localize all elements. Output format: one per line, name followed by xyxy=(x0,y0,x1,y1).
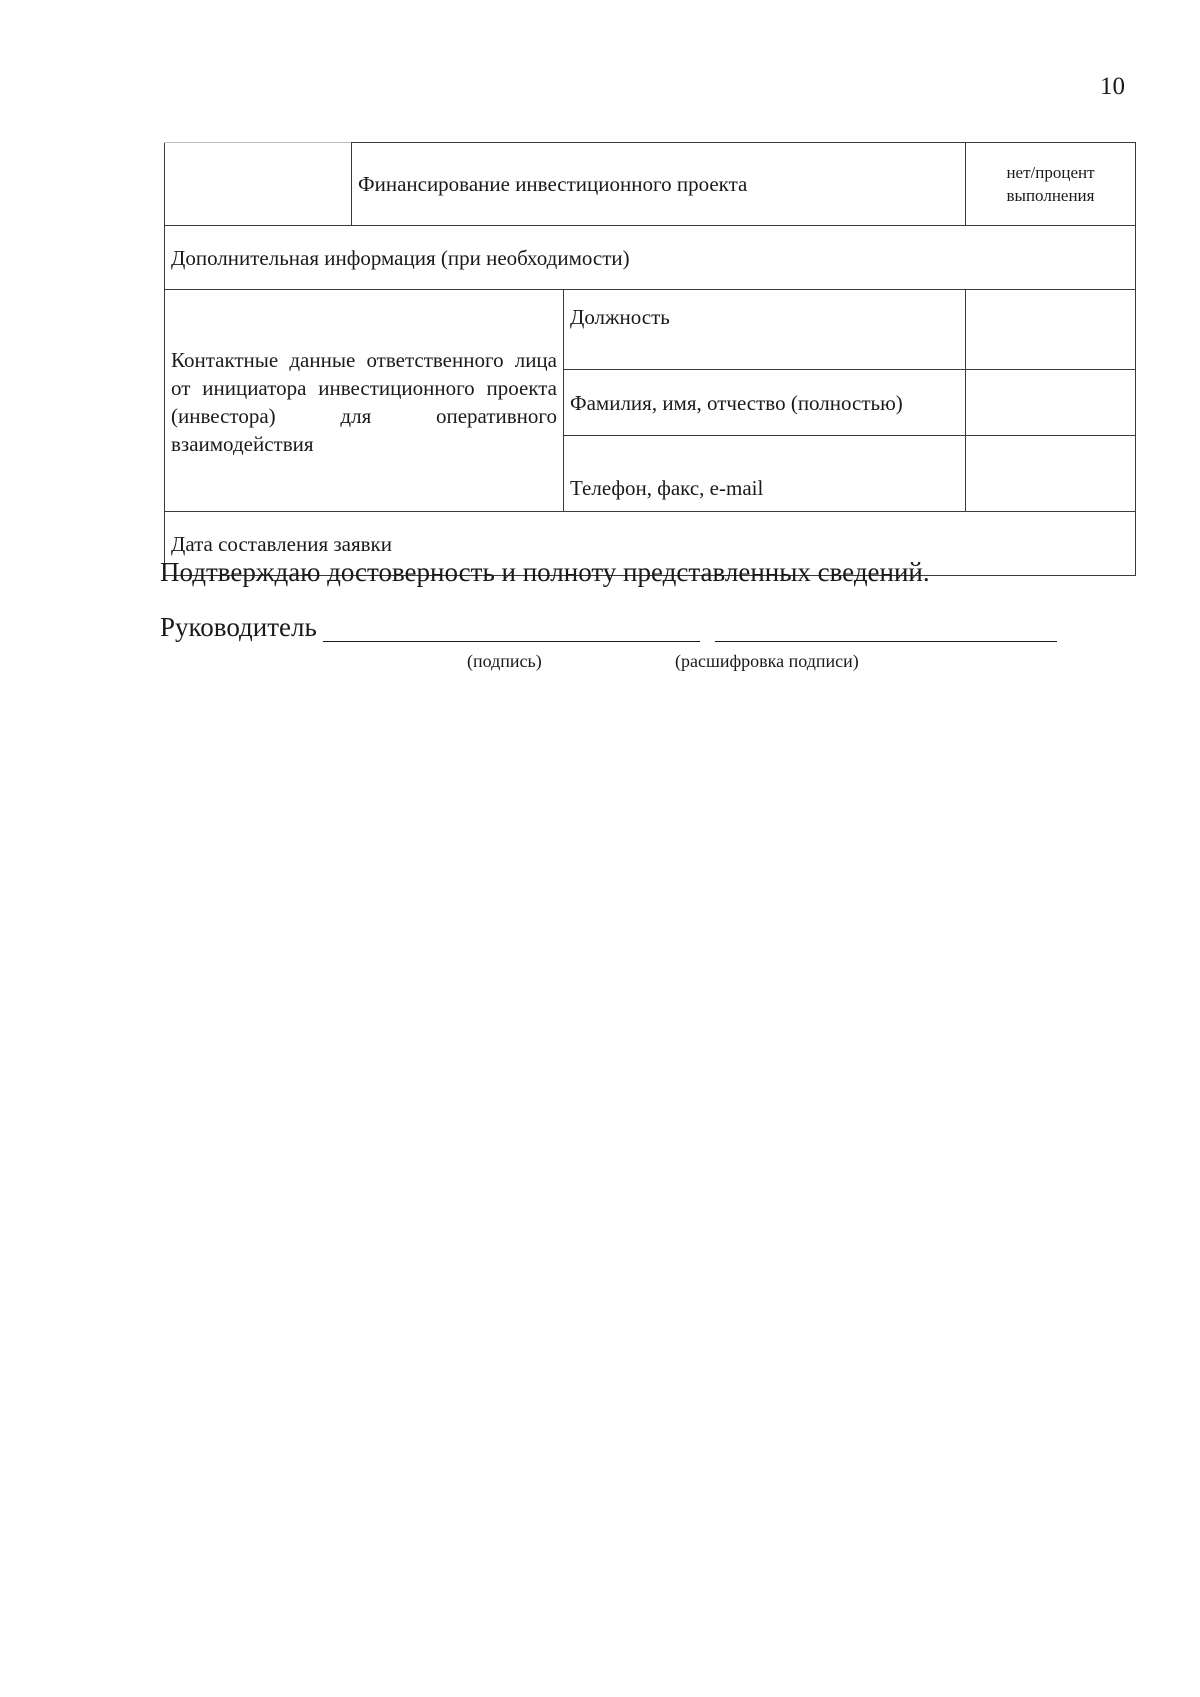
additional-info-label: Дополнительная информация (при необходимости) xyxy=(165,226,1136,290)
date-label: Дата составления заявки xyxy=(165,512,1136,576)
signature-line[interactable] xyxy=(323,641,700,642)
empty-cell xyxy=(165,143,352,226)
contact-field-name-label: Фамилия, имя, отчество (полностью) xyxy=(564,370,966,436)
contact-field-phone-label: Телефон, факс, e-mail xyxy=(564,436,966,512)
page-number: 10 xyxy=(1100,73,1125,100)
financing-label: Финансирование инвестиционного проекта xyxy=(352,143,966,226)
contact-field-position-label: Должность xyxy=(564,290,966,370)
confirmation-text: Подтверждаю достоверность и полноту представленных сведений. xyxy=(160,557,930,587)
contact-field-position-value[interactable] xyxy=(966,290,1136,370)
financing-value: нет/процент выполнения xyxy=(966,143,1136,226)
signature-caption: (подпись) xyxy=(467,651,542,671)
contact-field-phone-value[interactable] xyxy=(966,436,1136,512)
table-row-financing xyxy=(165,143,1136,226)
table-row-contact xyxy=(165,290,1136,370)
signature-row xyxy=(160,610,1060,650)
signature-decoding-line[interactable] xyxy=(715,641,1057,642)
table-row-additional-info xyxy=(165,226,1136,290)
application-form-table xyxy=(164,142,1136,576)
signature-label: Руководитель xyxy=(160,612,317,642)
contact-label: Контактные данные ответственного лица от инициатора инвестиционного проекта (инвестора) для оперативного взаимодействия xyxy=(165,290,564,512)
signature-decoding-caption: (расшифровка подписи) xyxy=(675,651,859,671)
contact-field-name-value[interactable] xyxy=(966,370,1136,436)
